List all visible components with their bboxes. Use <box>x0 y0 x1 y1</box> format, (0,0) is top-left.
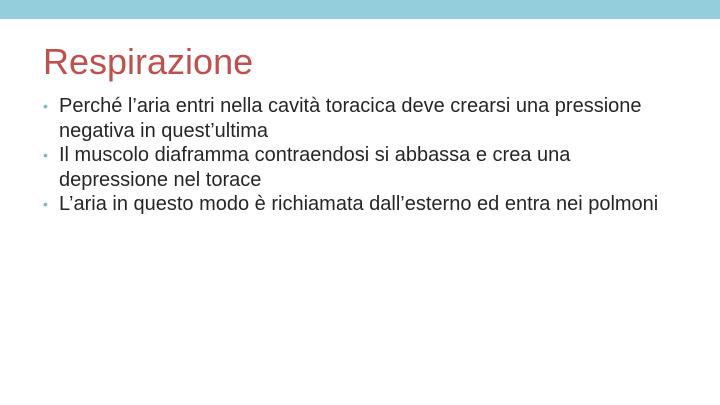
bullet-item <box>43 143 683 192</box>
bullet-text: L’aria in questo modo è richiamata dall’esterno ed entra nei polmoni <box>59 193 659 215</box>
bullet-item <box>43 192 683 217</box>
slide-top-bar <box>0 0 720 19</box>
bullet-text: Perché l’aria entri nella cavità toracica deve crearsi una pressione negativa in quest’ultima <box>59 95 642 142</box>
bullet-dot-icon: • <box>43 196 48 212</box>
bullet-dot-icon: • <box>43 147 48 163</box>
slide-title: Respirazione <box>43 41 254 82</box>
bullet-text: Il muscolo diaframma contraendosi si abbassa e crea una depressione nel torace <box>59 144 571 191</box>
bullet-list <box>43 94 683 217</box>
bullet-dot-icon: • <box>43 98 48 114</box>
bullet-item <box>43 94 683 143</box>
